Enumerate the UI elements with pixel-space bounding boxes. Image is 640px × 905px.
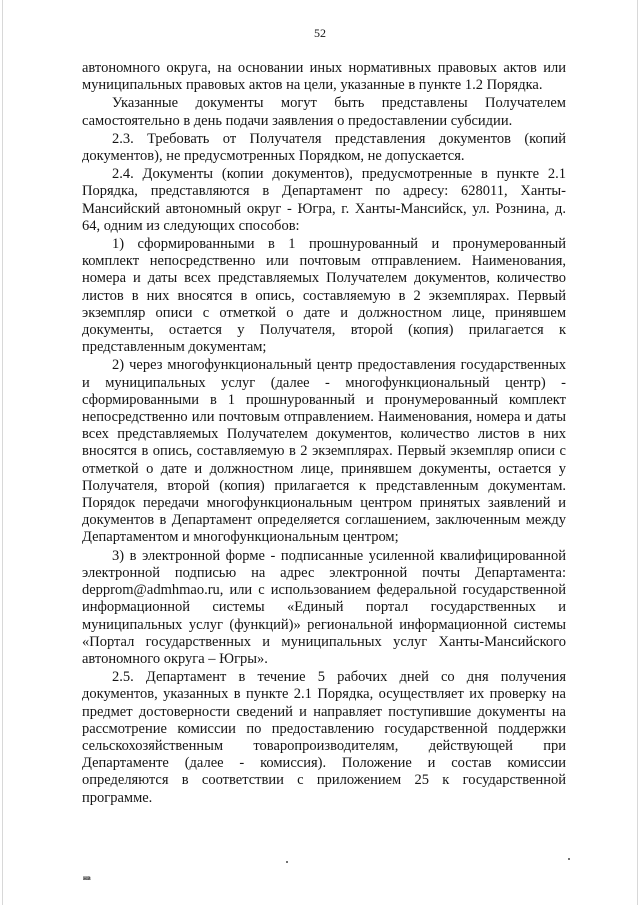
left-scan-edge: [2, 0, 3, 905]
paragraph-method-2: 2) через многофункциональный центр предоставления государственных и муниципальных услуг (далее - многофункциональный центр) - сформированными в 1 прошнурованный и пронумерованный комплект непосредственно или почтовым отправлением. Наименования, номера и даты всех представляемых Получателем документов, количество листов в них вносятся в опись, составляемую в 2 экземплярах. Первый экземпляр описи с отметкой о дате и должностном лице, принявшем документы, остается у Получателя, второй (копия) прилагается к представленным документам. Порядок передачи многофункциональным центром принятых заявлений и документов в Департамент определяется соглашением, заключенным между Департаментом и многофункциональным центром;: [82, 357, 566, 546]
paragraph-method-3: 3) в электронной форме - подписанные усиленной квалифицированной электронной подписью на адрес электронной почты Департамента: depprom@admhmao.ru, или с использованием федеральной государственной информационной системы «Единый портал государственных и муниципальных услуг (функций)» региональной информационной системы «Портал государственных и муниципальных услуг Ханты-Мансийского автономного округа – Югры».: [82, 547, 566, 667]
scan-speck: [568, 858, 570, 860]
paragraph-method-1: 1) сформированными в 1 прошнурованный и пронумерованный комплект непосредственно или почтовым отправлением. Наименования, номера и даты всех представляемых Получателем документов, количество листов в них вносятся в опись, составляемую в 2 экземплярах. Первый экземпляр описи с отметкой о дате и должностном лице, принявшем документы, остается у Получателя, второй (копия) прилагается к представленным документам;: [82, 236, 566, 356]
page-number: 52: [314, 26, 326, 40]
paragraph-2-5: 2.5. Департамент в течение 5 рабочих дней со дня получения документов, указанных в пункте 2.1 Порядка, осуществляет их проверку на предмет достоверности сведений и направляет поступившие документы на рассмотрение комиссии по предоставлению государственной поддержки сельскохозяйственным товаропроизводителям, действующей при Департаменте (далее - комиссия). Положение и состав комиссии определяются в соответствии с приложением 25 к государственной программе.: [82, 669, 566, 806]
right-scan-edge: [637, 0, 638, 905]
footer-initials: нв: [83, 874, 91, 882]
paragraph-2-4: 2.4. Документы (копии документов), предусмотренные в пункте 2.1 Порядка, представляются в Департамент по адресу: 628011, Ханты-Мансийский автономный округ - Югра, г. Ханты-Мансийск, ул. Рознина, д. 64, одним из следующих способов:: [82, 166, 566, 234]
paragraph-documents-submission: Указанные документы могут быть представлены Получателем самостоятельно в день подачи заявления о предоставлении субсидии.: [82, 95, 566, 129]
document-body: [82, 60, 566, 808]
paragraph-2-3: 2.3. Требовать от Получателя представления документов (копий документов), не предусмотренных Порядком, не допускается.: [82, 130, 566, 165]
paragraph-continuation: автономного округа, на основании иных нормативных правовых актов или муниципальных правовых актов на цели, указанные в пункте 1.2 Порядка.: [82, 60, 566, 94]
scan-speck: [286, 861, 288, 863]
